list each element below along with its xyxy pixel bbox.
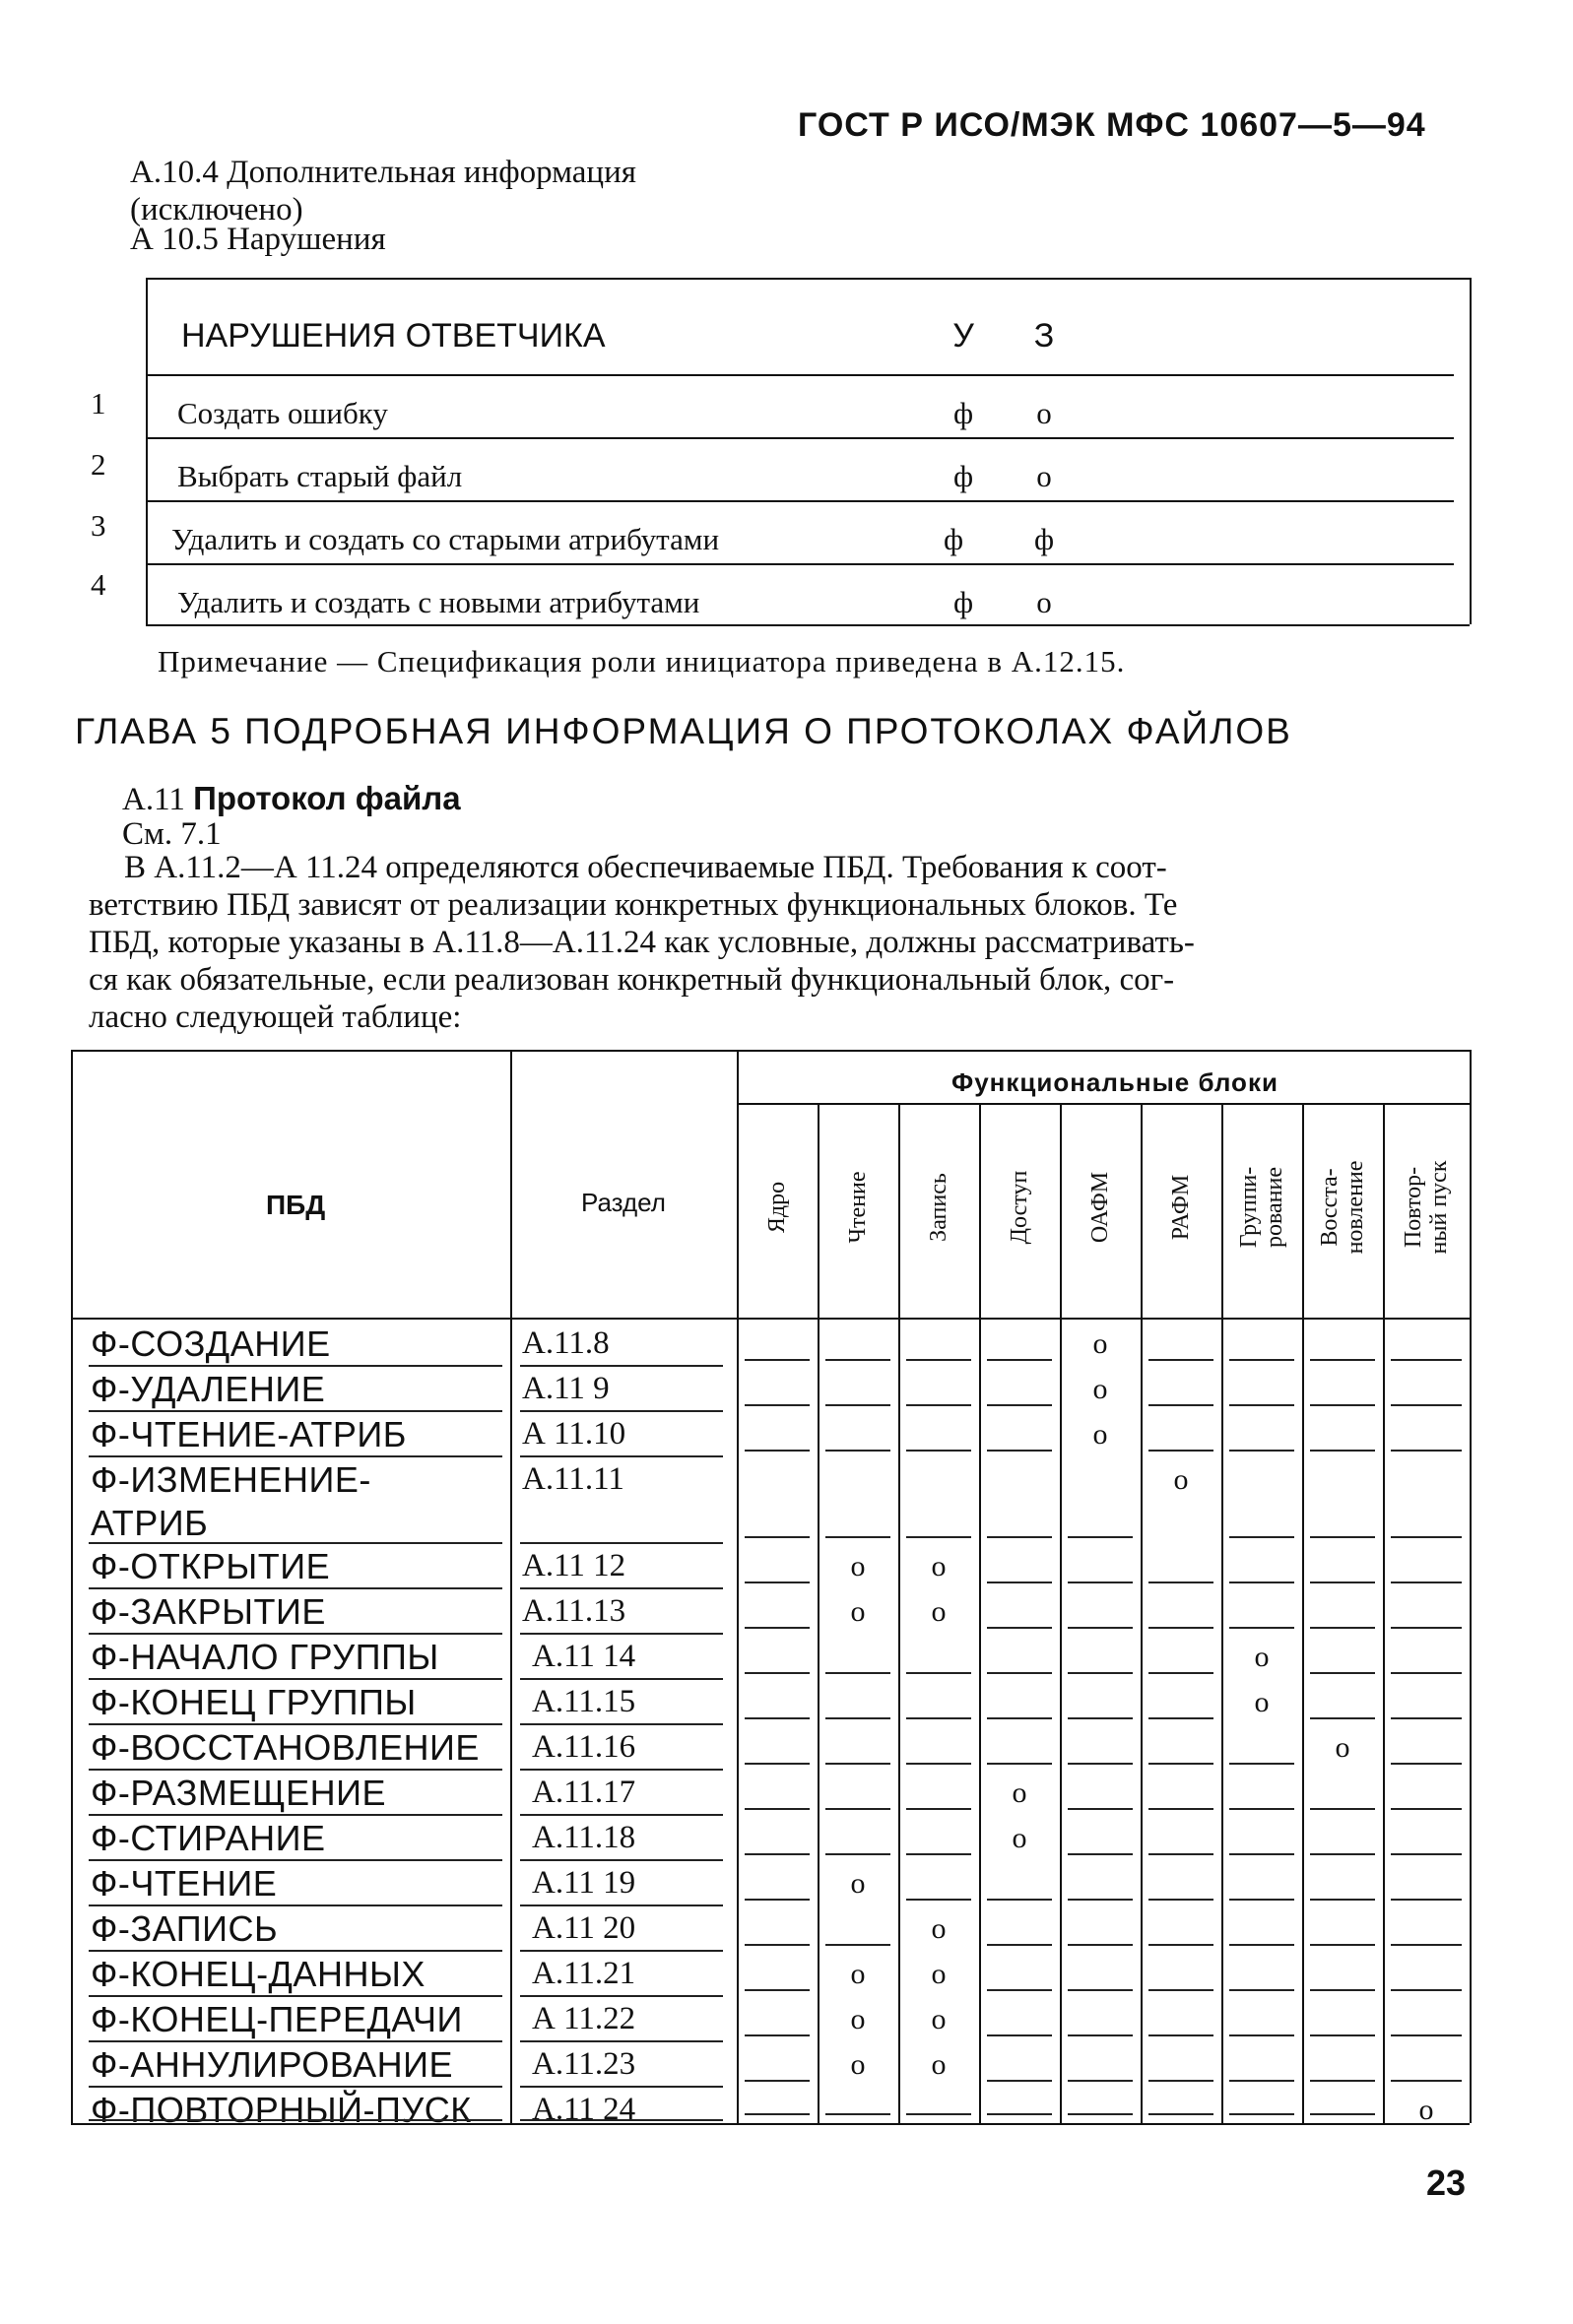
- section-underline: [520, 1814, 723, 1816]
- not-applicable-dash: [825, 1404, 890, 1406]
- block-header-line: РАФМ: [1168, 1174, 1194, 1241]
- section-underline: [520, 2040, 723, 2042]
- paragraph-line: ПБД, которые указаны в А.11.8—А.11.24 как условные, должны рассматривать-: [89, 925, 1195, 960]
- not-applicable-dash: [1391, 1808, 1462, 1810]
- violations-row-number: 2: [91, 447, 106, 482]
- section-header: Раздел: [581, 1188, 666, 1217]
- not-applicable-dash: [987, 1536, 1052, 1538]
- applicability-mark: о: [931, 1958, 947, 1990]
- not-applicable-dash: [1229, 1808, 1294, 1810]
- applicability-mark: о: [931, 1595, 947, 1628]
- not-applicable-dash: [745, 1989, 810, 1991]
- pdu-name: Ф-ЧТЕНИЕ-АТРИБ: [91, 1414, 407, 1454]
- pdu-name: Ф-РАЗМЕЩЕНИЕ: [91, 1773, 386, 1813]
- not-applicable-dash: [1229, 1989, 1294, 1991]
- section-underline: [520, 1678, 723, 1680]
- not-applicable-dash: [745, 1717, 810, 1719]
- applicability-mark: о: [1335, 1731, 1350, 1764]
- violations-row-u: ф: [952, 585, 974, 619]
- block-column-divider: [979, 1103, 981, 2123]
- not-applicable-dash: [1229, 1944, 1294, 1946]
- not-applicable-dash: [906, 1672, 971, 1674]
- not-applicable-dash: [1310, 2034, 1375, 2036]
- section-underline: [520, 2119, 723, 2121]
- not-applicable-dash: [1068, 1536, 1133, 1538]
- violations-row-z: ф: [1033, 522, 1055, 556]
- block-column-divider: [1383, 1103, 1385, 2123]
- pdu-section: А.11.15: [532, 1684, 636, 1719]
- pdu-section: А.11.16: [532, 1729, 636, 1765]
- violations-row-label: Удалить и создать с новыми атрибутами: [177, 585, 700, 619]
- pdu-underline: [89, 1723, 502, 1725]
- block-header-line: новление: [1343, 1160, 1368, 1255]
- violations-col-z: З: [1033, 317, 1055, 355]
- section-underline: [520, 1633, 723, 1635]
- applicability-mark: о: [1092, 1373, 1108, 1405]
- block-header: [1168, 1109, 1194, 1306]
- not-applicable-dash: [745, 1582, 810, 1583]
- section-underline: [520, 1587, 723, 1589]
- pdu-section: А.11.21: [532, 1956, 636, 1991]
- block-column-divider: [1302, 1103, 1304, 2123]
- pdu-underline: [89, 1542, 502, 1544]
- pdu-underline: [89, 1814, 502, 1816]
- applicability-mark: о: [1254, 1641, 1270, 1673]
- not-applicable-dash: [987, 1717, 1052, 1719]
- block-column-divider: [1060, 1103, 1062, 2123]
- not-applicable-dash: [1310, 1989, 1375, 1991]
- not-applicable-dash: [1310, 1717, 1375, 1719]
- violations-row-number: 3: [91, 508, 106, 543]
- not-applicable-dash: [1229, 1763, 1294, 1765]
- violations-row-number: 4: [91, 567, 106, 602]
- not-applicable-dash: [825, 1808, 890, 1810]
- not-applicable-dash: [1310, 1536, 1375, 1538]
- not-applicable-dash: [1391, 2034, 1462, 2036]
- section-underline: [520, 1542, 723, 1544]
- pdu-section: А.11 12: [522, 1548, 626, 1583]
- pdu-underline: [89, 1995, 502, 1997]
- block-header: [1317, 1109, 1368, 1306]
- block-header-line: Повтор-: [1401, 1166, 1426, 1249]
- pdu-underline: [89, 1633, 502, 1635]
- not-applicable-dash: [1391, 1672, 1462, 1674]
- not-applicable-dash: [825, 1853, 890, 1855]
- section-underline: [520, 1995, 723, 1997]
- not-applicable-dash: [1391, 1582, 1462, 1583]
- pdu-name-cont: АТРИБ: [91, 1503, 209, 1543]
- block-column-divider: [1221, 1103, 1223, 2123]
- pdu-name: Ф-ЧТЕНИЕ: [91, 1863, 278, 1904]
- not-applicable-dash: [906, 1899, 971, 1901]
- functional-blocks-header: Функциональные блоки: [951, 1067, 1278, 1097]
- section-underline: [520, 1723, 723, 1725]
- pdu-underline: [89, 1410, 502, 1412]
- pdu-name: Ф-ВОССТАНОВЛЕНИЕ: [91, 1727, 480, 1768]
- paragraph-line: ласно следующей таблице:: [89, 1000, 462, 1035]
- not-applicable-dash: [825, 1359, 890, 1361]
- pdu-underline: [89, 1904, 502, 1906]
- not-applicable-dash: [1229, 1899, 1294, 1901]
- not-applicable-dash: [1148, 1763, 1213, 1765]
- not-applicable-dash: [1229, 2080, 1294, 2082]
- not-applicable-dash: [745, 1450, 810, 1452]
- not-applicable-dash: [906, 1717, 971, 1719]
- not-applicable-dash: [1068, 1582, 1133, 1583]
- chapter-title: ГЛАВА 5 ПОДРОБНАЯ ИНФОРМАЦИЯ О ПРОТОКОЛАХ ФАЙЛОВ: [75, 711, 1292, 751]
- not-applicable-dash: [1229, 2113, 1294, 2115]
- block-header-line: Запись: [926, 1173, 951, 1242]
- section-underline: [520, 1410, 723, 1412]
- not-applicable-dash: [825, 1450, 890, 1452]
- pdu-name: Ф-КОНЕЦ-ПЕРЕДАЧИ: [91, 1999, 463, 2039]
- applicability-mark: о: [931, 2003, 947, 2035]
- not-applicable-dash: [1068, 2080, 1133, 2082]
- not-applicable-dash: [1310, 1672, 1375, 1674]
- not-applicable-dash: [745, 2113, 810, 2115]
- not-applicable-dash: [906, 1450, 971, 1452]
- pdu-name: Ф-ИЗМЕНЕНИЕ-: [91, 1459, 371, 1500]
- pdu-name: Ф-ЗАПИСЬ: [91, 1908, 279, 1949]
- not-applicable-dash: [1391, 1763, 1462, 1765]
- not-applicable-dash: [745, 1944, 810, 1946]
- not-applicable-dash: [745, 1808, 810, 1810]
- not-applicable-dash: [1310, 1853, 1375, 1855]
- not-applicable-dash: [1310, 1582, 1375, 1583]
- applicability-mark: о: [850, 1867, 866, 1900]
- violations-row-u: ф: [952, 396, 974, 430]
- not-applicable-dash: [1148, 1404, 1213, 1406]
- not-applicable-dash: [745, 1763, 810, 1765]
- applicability-mark: о: [1012, 1822, 1027, 1854]
- not-applicable-dash: [1229, 1359, 1294, 1361]
- not-applicable-dash: [1310, 2080, 1375, 2082]
- violations-row: [146, 575, 1446, 636]
- applicability-mark: о: [1418, 2094, 1434, 2126]
- applicability-mark: о: [931, 2048, 947, 2081]
- block-header: [1401, 1109, 1452, 1306]
- pdu-name: Ф-ЗАКРЫТИЕ: [91, 1591, 326, 1632]
- section-paragraph: [89, 849, 1468, 1036]
- applicability-mark: о: [850, 2048, 866, 2081]
- not-applicable-dash: [1068, 1627, 1133, 1629]
- pdu-section: А.11 24: [532, 2092, 636, 2127]
- pdu-header: ПБД: [266, 1190, 326, 1220]
- applicability-mark: о: [1254, 1686, 1270, 1718]
- not-applicable-dash: [1148, 1672, 1213, 1674]
- block-header-line: Ядро: [764, 1181, 790, 1234]
- not-applicable-dash: [906, 1536, 971, 1538]
- not-applicable-dash: [987, 1944, 1052, 1946]
- pdu-underline: [89, 1365, 502, 1367]
- violations-row-label: Создать ошибку: [177, 396, 388, 430]
- pdu-section: А.11.8: [522, 1325, 610, 1361]
- not-applicable-dash: [745, 1536, 810, 1538]
- violations-row-label: Удалить и создать со старыми атрибутами: [171, 522, 720, 556]
- violations-row-z: о: [1036, 396, 1052, 430]
- applicability-mark: о: [931, 1550, 947, 1582]
- block-header-line: рование: [1262, 1167, 1287, 1249]
- not-applicable-dash: [825, 1672, 890, 1674]
- not-applicable-dash: [1391, 1717, 1462, 1719]
- pdu-name: Ф-КОНЕЦ-ДАННЫХ: [91, 1954, 426, 1994]
- pdu-section: А.11 19: [532, 1865, 636, 1901]
- not-applicable-dash: [1310, 1944, 1375, 1946]
- page-number: 23: [1426, 2163, 1467, 2203]
- not-applicable-dash: [1391, 1944, 1462, 1946]
- not-applicable-dash: [987, 2113, 1052, 2115]
- not-applicable-dash: [1148, 1582, 1213, 1583]
- not-applicable-dash: [1148, 1944, 1213, 1946]
- not-applicable-dash: [987, 1404, 1052, 1406]
- not-applicable-dash: [1148, 2113, 1213, 2115]
- not-applicable-dash: [1310, 1627, 1375, 1629]
- violations-title: НАРУШЕНИЯ ОТВЕТЧИКА: [181, 317, 606, 355]
- not-applicable-dash: [1148, 1808, 1213, 1810]
- not-applicable-dash: [745, 1899, 810, 1901]
- violations-col-u: У: [952, 317, 974, 355]
- block-header: [845, 1109, 871, 1306]
- pdu-underline: [89, 1455, 502, 1457]
- violations-row-number: 1: [91, 386, 106, 420]
- paragraph-line: ся как обязательные, если реализован конкретный функциональный блок, сог-: [89, 962, 1175, 998]
- block-header-line: ный пуск: [1426, 1160, 1452, 1255]
- not-applicable-dash: [825, 1944, 890, 1946]
- not-applicable-dash: [987, 1763, 1052, 1765]
- not-applicable-dash: [987, 1359, 1052, 1361]
- block-header-line: Восста-: [1317, 1168, 1343, 1247]
- section-underline: [520, 2086, 723, 2088]
- applicability-mark: о: [931, 1912, 947, 1945]
- not-applicable-dash: [1068, 1763, 1133, 1765]
- not-applicable-dash: [1391, 1989, 1462, 1991]
- applicability-mark: о: [850, 2003, 866, 2035]
- not-applicable-dash: [1148, 1359, 1213, 1361]
- not-applicable-dash: [1148, 2034, 1213, 2036]
- not-applicable-dash: [906, 2113, 971, 2115]
- not-applicable-dash: [1229, 1582, 1294, 1583]
- pdu-section: А.11 9: [522, 1371, 610, 1406]
- pdu-section: А.11.13: [522, 1593, 626, 1629]
- pdu-name: Ф-ОТКРЫТИЕ: [91, 1546, 331, 1586]
- pdu-name: Ф-КОНЕЦ ГРУППЫ: [91, 1682, 417, 1722]
- not-applicable-dash: [1148, 1717, 1213, 1719]
- not-applicable-dash: [1391, 1359, 1462, 1361]
- not-applicable-dash: [825, 1536, 890, 1538]
- not-applicable-dash: [1391, 1627, 1462, 1629]
- applicability-mark: о: [850, 1595, 866, 1628]
- not-applicable-dash: [987, 2080, 1052, 2082]
- applicability-mark: о: [850, 1550, 866, 1582]
- paragraph-line: В А.11.2—А 11.24 определяются обеспечиваемые ПБД. Требования к соот-: [124, 850, 1167, 885]
- not-applicable-dash: [987, 1672, 1052, 1674]
- violations-note: Примечание — Спецификация роли инициатора приведена в А.12.15.: [158, 644, 1126, 678]
- not-applicable-dash: [987, 1899, 1052, 1901]
- not-applicable-dash: [906, 1404, 971, 1406]
- not-applicable-dash: [1310, 1808, 1375, 1810]
- not-applicable-dash: [1310, 1899, 1375, 1901]
- not-applicable-dash: [825, 1763, 890, 1765]
- not-applicable-dash: [1068, 1717, 1133, 1719]
- pdu-name: Ф-АННУЛИРОВАНИЕ: [91, 2044, 453, 2085]
- block-header: [1236, 1109, 1287, 1306]
- pdu-underline: [89, 2119, 502, 2121]
- block-header-line: Чтение: [845, 1171, 871, 1244]
- not-applicable-dash: [1148, 1989, 1213, 1991]
- not-applicable-dash: [1391, 1899, 1462, 1901]
- pdu-underline: [89, 1950, 502, 1952]
- pdu-name: Ф-СОЗДАНИЕ: [91, 1323, 331, 1364]
- pdu-section: А.11.18: [532, 1820, 636, 1855]
- pdu-section: А 11.22: [532, 2001, 636, 2036]
- not-applicable-dash: [1148, 2080, 1213, 2082]
- not-applicable-dash: [1229, 2034, 1294, 2036]
- not-applicable-dash: [825, 2113, 890, 2115]
- not-applicable-dash: [1068, 2113, 1133, 2115]
- block-header: [764, 1109, 790, 1306]
- pdu-underline: [89, 2040, 502, 2042]
- not-applicable-dash: [745, 1627, 810, 1629]
- violations-row-u: ф: [943, 522, 964, 556]
- not-applicable-dash: [745, 1853, 810, 1855]
- section-underline: [520, 1859, 723, 1861]
- pdu-name: Ф-УДАЛЕНИЕ: [91, 1369, 326, 1409]
- pdu-name: Ф-СТИРАНИЕ: [91, 1818, 326, 1858]
- section-see-ref: См. 7.1: [122, 816, 222, 852]
- not-applicable-dash: [1391, 2080, 1462, 2082]
- applicability-mark: о: [1092, 1327, 1108, 1360]
- section-underline: [520, 1365, 723, 1367]
- not-applicable-dash: [1148, 1853, 1213, 1855]
- not-applicable-dash: [987, 1582, 1052, 1583]
- not-applicable-dash: [1391, 1853, 1462, 1855]
- applicability-mark: о: [1012, 1776, 1027, 1809]
- not-applicable-dash: [1229, 1627, 1294, 1629]
- not-applicable-dash: [1068, 1672, 1133, 1674]
- not-applicable-dash: [1068, 1899, 1133, 1901]
- not-applicable-dash: [745, 1359, 810, 1361]
- subsection-additional-info: А.10.4 Дополнительная информация: [130, 155, 636, 190]
- violations-header-row: [146, 307, 1446, 368]
- not-applicable-dash: [1229, 1450, 1294, 1452]
- not-applicable-dash: [1229, 1853, 1294, 1855]
- section-underline: [520, 1455, 723, 1457]
- violations-row-z: о: [1036, 585, 1052, 619]
- not-applicable-dash: [987, 1989, 1052, 1991]
- subsection-violations: А 10.5 Нарушения: [130, 222, 386, 257]
- violations-row-z: о: [1036, 459, 1052, 493]
- not-applicable-dash: [1068, 2034, 1133, 2036]
- not-applicable-dash: [1310, 1450, 1375, 1452]
- applicability-mark: о: [1173, 1463, 1189, 1496]
- block-header-line: Группи-: [1236, 1166, 1262, 1249]
- pdu-underline: [89, 1678, 502, 1680]
- not-applicable-dash: [906, 1808, 971, 1810]
- not-applicable-dash: [745, 2080, 810, 2082]
- pdu-section: А 11.10: [522, 1416, 626, 1452]
- violations-row-u: ф: [952, 459, 974, 493]
- pdu-section: А.11.17: [532, 1775, 636, 1810]
- not-applicable-dash: [1229, 1404, 1294, 1406]
- pdu-underline: [89, 2086, 502, 2088]
- standard-header: ГОСТ Р ИСО/МЭК МФС 10607—5—94: [798, 106, 1426, 144]
- not-applicable-dash: [906, 1853, 971, 1855]
- not-applicable-dash: [745, 1672, 810, 1674]
- not-applicable-dash: [745, 1404, 810, 1406]
- not-applicable-dash: [1310, 1359, 1375, 1361]
- pdu-section: А.11.23: [532, 2046, 636, 2082]
- pdu-section: А.11 14: [532, 1639, 636, 1674]
- applicability-mark: о: [1092, 1418, 1108, 1451]
- block-header: [926, 1109, 951, 1306]
- section-number: А.11: [122, 782, 185, 817]
- not-applicable-dash: [1068, 1989, 1133, 1991]
- section-title: Протокол файла: [193, 780, 461, 816]
- violations-row-label: Выбрать старый файл: [177, 459, 463, 493]
- not-applicable-dash: [1068, 1853, 1133, 1855]
- not-applicable-dash: [1310, 1404, 1375, 1406]
- not-applicable-dash: [1068, 1808, 1133, 1810]
- section-underline: [520, 1950, 723, 1952]
- not-applicable-dash: [745, 2034, 810, 2036]
- not-applicable-dash: [1391, 1404, 1462, 1406]
- pdu-underline: [89, 1769, 502, 1771]
- not-applicable-dash: [1148, 1627, 1213, 1629]
- not-applicable-dash: [1068, 1944, 1133, 1946]
- not-applicable-dash: [1148, 1450, 1213, 1452]
- not-applicable-dash: [1391, 1450, 1462, 1452]
- subsection-excluded-note: (исключено): [130, 192, 303, 227]
- not-applicable-dash: [987, 2034, 1052, 2036]
- block-column-divider: [818, 1103, 819, 2123]
- pdu-name: Ф-ПОВТОРНЫЙ-ПУСК: [91, 2090, 472, 2130]
- block-column-divider: [898, 1103, 900, 2123]
- section-underline: [520, 1904, 723, 1906]
- block-header-line: Доступ: [1007, 1170, 1032, 1245]
- not-applicable-dash: [906, 1359, 971, 1361]
- applicability-mark: о: [850, 1958, 866, 1990]
- pdu-name: Ф-НАЧАЛО ГРУППЫ: [91, 1637, 439, 1677]
- section-heading: [122, 780, 461, 818]
- block-header: [1007, 1109, 1032, 1306]
- block-header-line: ОАФМ: [1087, 1171, 1113, 1244]
- not-applicable-dash: [906, 1763, 971, 1765]
- not-applicable-dash: [1310, 2113, 1375, 2115]
- not-applicable-dash: [1148, 1899, 1213, 1901]
- section-underline: [520, 1769, 723, 1771]
- paragraph-line: ветствию ПБД зависят от реализации конкретных функциональных блоков. Те: [89, 887, 1178, 923]
- block-column-divider: [1141, 1103, 1143, 2123]
- not-applicable-dash: [1229, 1536, 1294, 1538]
- pdu-underline: [89, 1859, 502, 1861]
- pdu-underline: [89, 1587, 502, 1589]
- not-applicable-dash: [825, 1717, 890, 1719]
- not-applicable-dash: [1391, 1536, 1462, 1538]
- block-header: [1087, 1109, 1113, 1306]
- not-applicable-dash: [987, 1627, 1052, 1629]
- not-applicable-dash: [987, 1450, 1052, 1452]
- pdu-section: А.11.11: [522, 1461, 624, 1497]
- pdu-section: А.11 20: [532, 1910, 636, 1946]
